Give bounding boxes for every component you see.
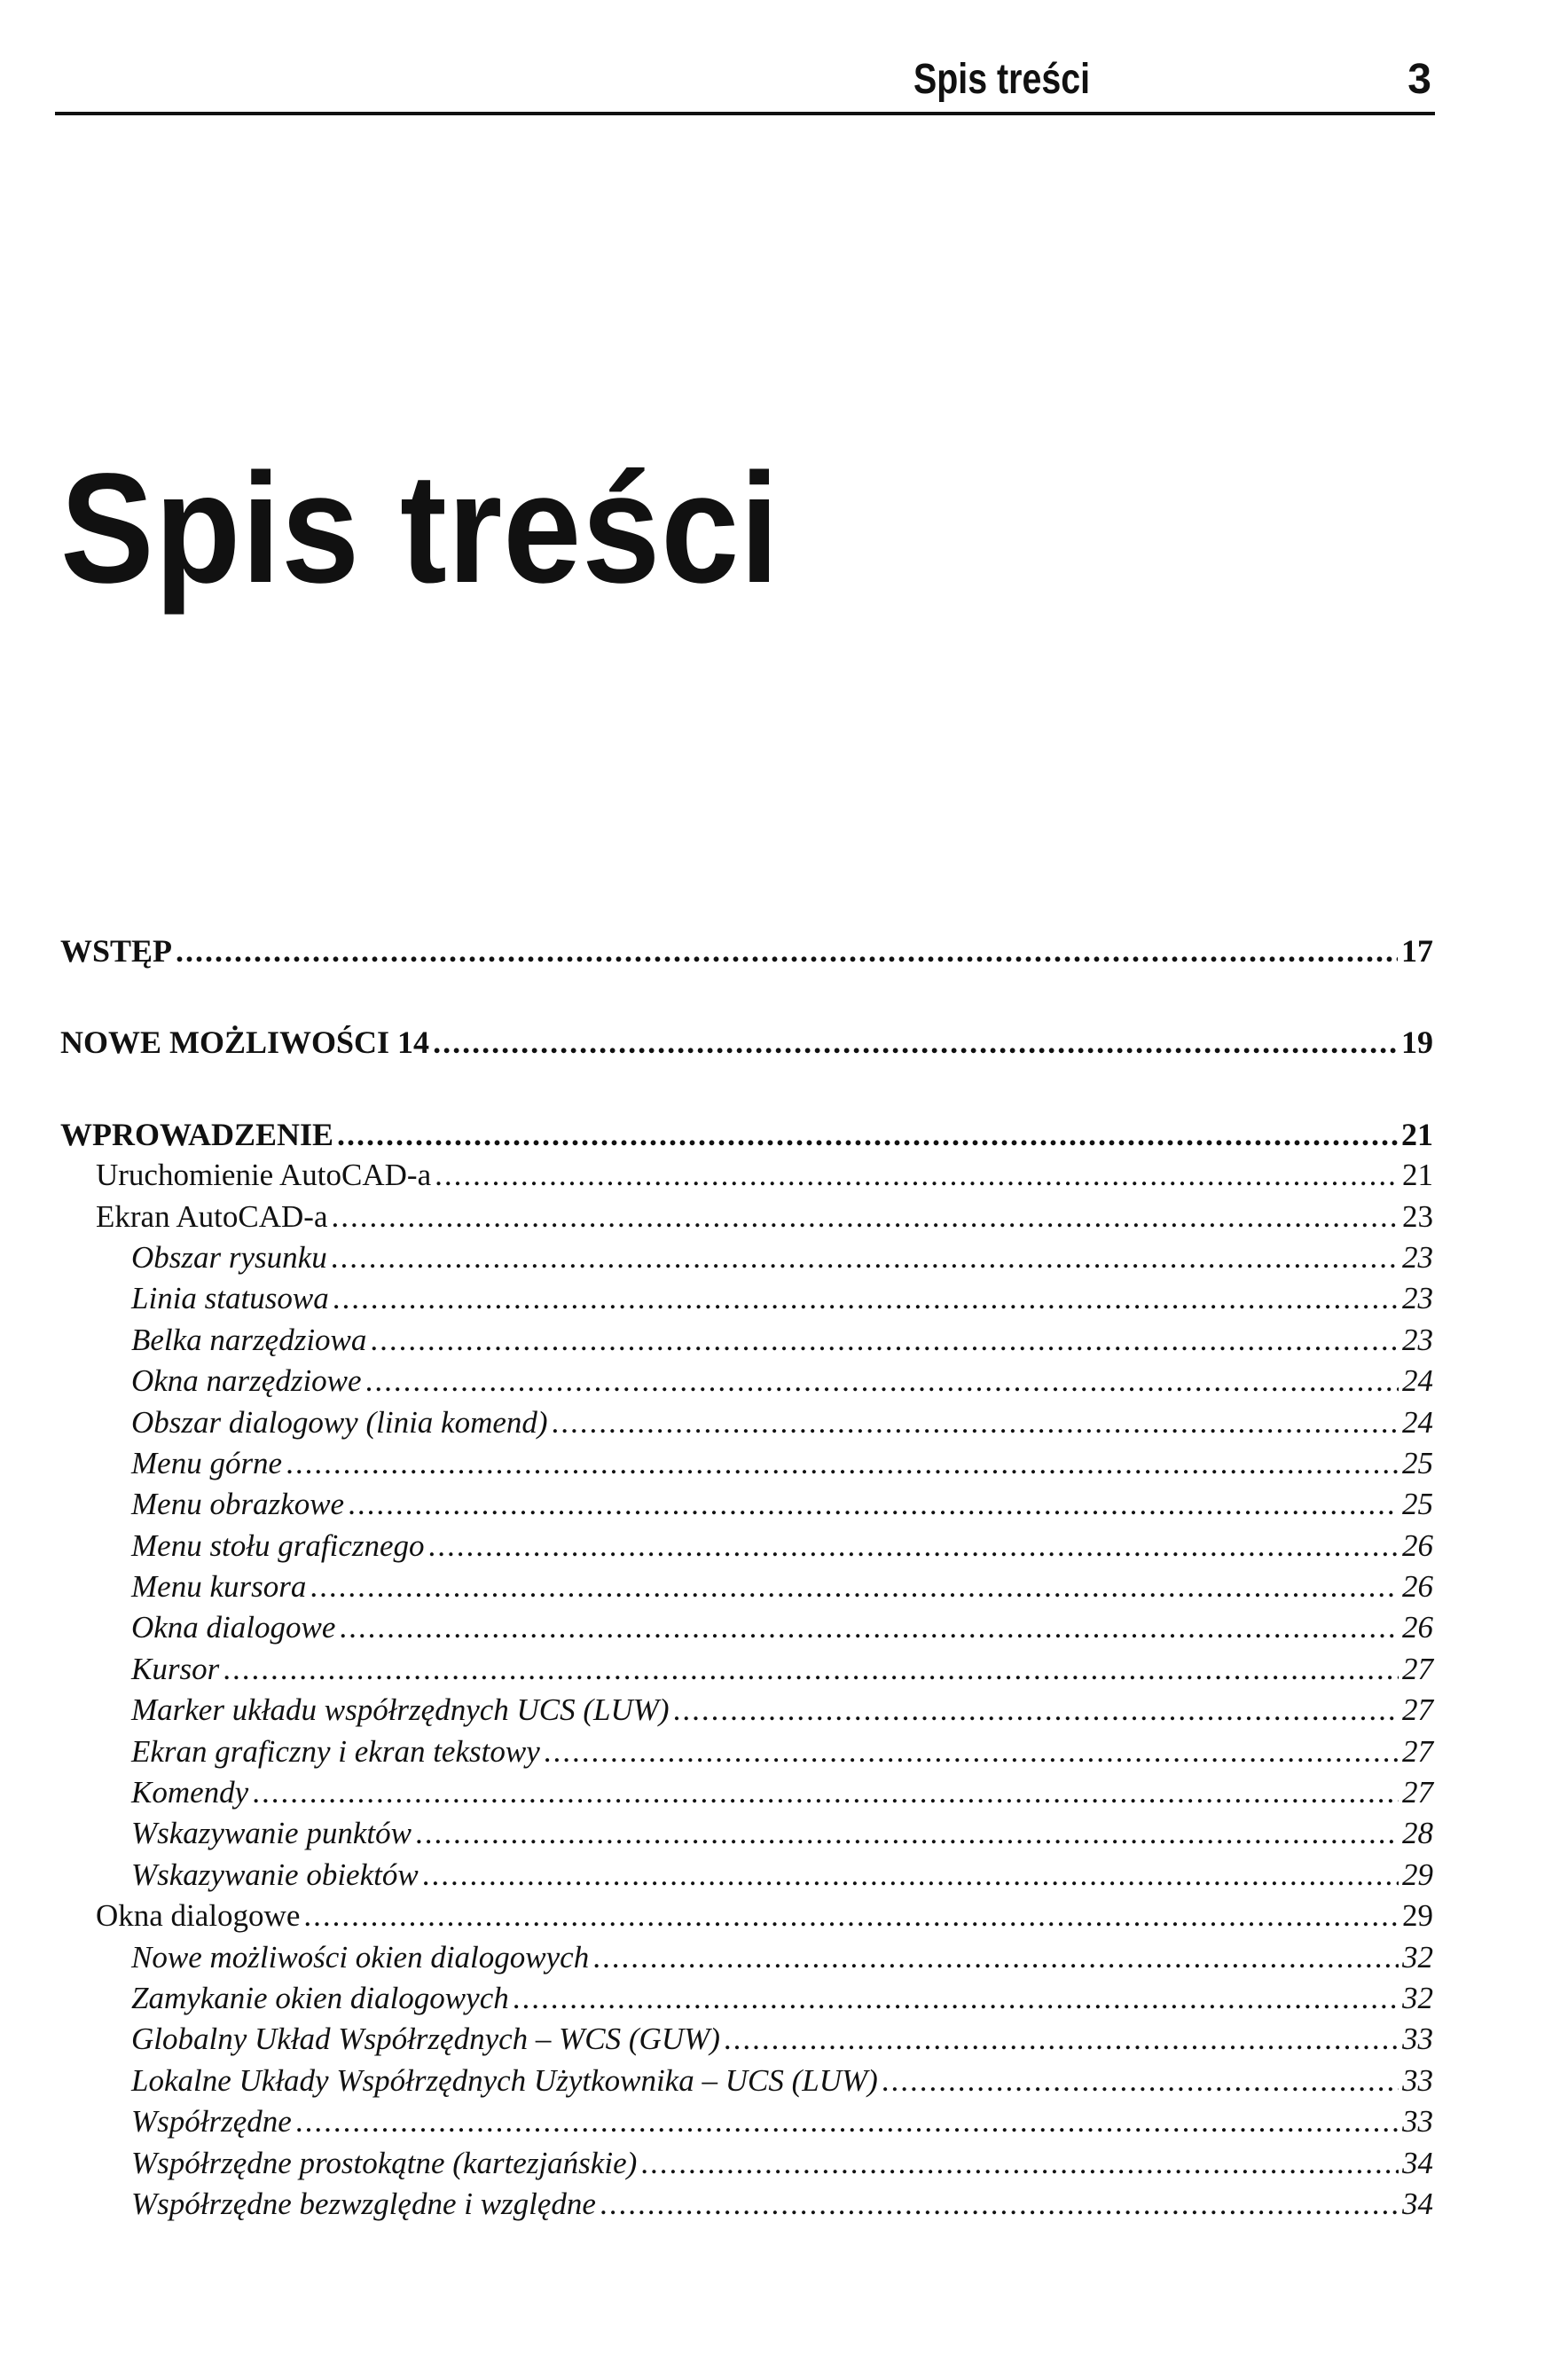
toc-entry [60, 2184, 1433, 2225]
toc-dot-leader [673, 1690, 1399, 1731]
toc-entry-page-number: 32 [1402, 1939, 1433, 1975]
toc-entry-title: Menu stołu graficznego [131, 1527, 425, 1563]
toc-entry-page-number: 33 [1402, 2062, 1433, 2098]
toc-entry [60, 1772, 1433, 1813]
toc-entry [60, 1855, 1433, 1896]
page-title: Spis treści [60, 442, 780, 616]
toc-entry-title: Ekran graficzny i ekran tekstowy [131, 1733, 540, 1769]
toc-entry [60, 1937, 1433, 1978]
toc-dot-leader [882, 2061, 1399, 2101]
toc-dot-leader [640, 2143, 1399, 2184]
toc-entry-title: Obszar dialogowy (linia komend) [131, 1404, 548, 1440]
toc-entry-title: WPROWADZENIE [60, 1116, 334, 1152]
toc-entry-page-number: 29 [1402, 1857, 1433, 1892]
toc-entry-page-number: 25 [1402, 1487, 1433, 1522]
toc-entry-page-number: 24 [1402, 1363, 1433, 1399]
toc-entry-title: Globalny Układ Współrzędnych – WCS (GUW) [131, 2022, 720, 2057]
toc-dot-leader [435, 1155, 1399, 1196]
toc-entry-title: Okna dialogowe [131, 1610, 336, 1645]
toc-entry-page-number: 27 [1402, 1733, 1433, 1769]
toc-entry [60, 1566, 1433, 1607]
toc-entry-page-number: 32 [1402, 1980, 1433, 2015]
toc-entry [60, 2061, 1433, 2101]
toc-dot-leader [303, 1896, 1399, 1936]
toc-entry-title: Współrzędne bezwzględne i względne [131, 2186, 596, 2221]
toc-entry [60, 1690, 1433, 1731]
toc-dot-leader [428, 1526, 1399, 1566]
toc-dot-leader [310, 1566, 1399, 1607]
toc-entry-page-number: 21 [1401, 1116, 1433, 1152]
toc-dot-leader [331, 1237, 1399, 1278]
toc-entry [60, 1022, 1433, 1063]
toc-entry-title: Uruchomienie AutoCAD-a [96, 1158, 432, 1193]
toc-entry-title: Komendy [131, 1775, 249, 1810]
toc-dot-leader [552, 1402, 1399, 1443]
toc-dot-leader [433, 1022, 1398, 1063]
toc-entry-page-number: 24 [1402, 1404, 1433, 1440]
toc-dot-leader [724, 2019, 1399, 2060]
toc-entry [60, 2101, 1433, 2142]
toc-entry [60, 930, 1433, 971]
toc-entry-title: Menu kursora [131, 1569, 307, 1605]
toc-entry [60, 1278, 1433, 1319]
running-header [55, 53, 1435, 115]
toc-dot-leader [295, 2101, 1399, 2142]
toc-entry [60, 1197, 1433, 1237]
toc-dot-leader [252, 1772, 1399, 1813]
toc-entry-title: Zamykanie okien dialogowych [131, 1980, 509, 2015]
toc-entry-page-number: 21 [1402, 1158, 1433, 1193]
toc-dot-leader [365, 1361, 1399, 1401]
toc-dot-leader [592, 1937, 1399, 1978]
toc-entry [60, 1731, 1433, 1772]
toc-entry-page-number: 23 [1402, 1239, 1433, 1275]
toc-dot-leader [513, 1978, 1399, 2019]
toc-dot-leader [223, 1649, 1399, 1690]
toc-entry-title: Okna narzędziowe [131, 1363, 362, 1399]
toc-dot-leader [415, 1813, 1399, 1854]
toc-dot-leader [600, 2184, 1399, 2225]
toc-entry-page-number: 23 [1402, 1322, 1433, 1357]
toc-entry [60, 1607, 1433, 1648]
toc-entry-title: Wskazywanie punktów [131, 1816, 412, 1851]
toc-entry [60, 1896, 1433, 1936]
toc-dot-leader [337, 1114, 1398, 1155]
table-of-contents [60, 930, 1433, 2225]
toc-entry-title: Linia statusowa [131, 1281, 329, 1316]
toc-entry [60, 1402, 1433, 1443]
toc-entry-page-number: 34 [1402, 2145, 1433, 2180]
toc-dot-leader [176, 930, 1398, 971]
toc-entry [60, 1813, 1433, 1854]
toc-entry-page-number: 26 [1402, 1527, 1433, 1563]
toc-entry-page-number: 17 [1401, 933, 1433, 969]
toc-entry-page-number: 26 [1402, 1569, 1433, 1605]
toc-entry-page-number: 19 [1401, 1025, 1433, 1061]
toc-entry-title: Menu obrazkowe [131, 1487, 345, 1522]
toc-dot-leader [422, 1855, 1399, 1896]
toc-entry-title: Nowe możliwości okien dialogowych [131, 1939, 590, 1975]
toc-entry [60, 1526, 1433, 1566]
toc-entry [60, 1320, 1433, 1361]
toc-entry-title: Współrzędne [131, 2104, 292, 2140]
toc-entry-page-number: 33 [1402, 2104, 1433, 2140]
toc-entry [60, 1237, 1433, 1278]
toc-entry-title: NOWE MOŻLIWOŚCI 14 [60, 1025, 430, 1061]
toc-entry-title: Ekran AutoCAD-a [96, 1198, 328, 1234]
running-header-title: Spis treści [913, 56, 1091, 103]
toc-dot-leader [348, 1484, 1399, 1525]
running-header-page-number: 3 [1407, 56, 1431, 103]
toc-entry-title: Belka narzędziowa [131, 1322, 367, 1357]
toc-entry [60, 1649, 1433, 1690]
toc-entry-title: Marker układu współrzędnych UCS (LUW) [131, 1692, 670, 1728]
toc-entry-page-number: 28 [1402, 1816, 1433, 1851]
toc-entry [60, 1114, 1433, 1155]
toc-entry-title: Kursor [131, 1651, 220, 1686]
toc-entry-page-number: 29 [1402, 1898, 1433, 1934]
toc-dot-leader [286, 1443, 1399, 1484]
toc-entry-page-number: 27 [1402, 1651, 1433, 1686]
toc-entry [60, 1443, 1433, 1484]
toc-dot-leader [544, 1731, 1399, 1772]
toc-entry-page-number: 27 [1402, 1692, 1433, 1728]
toc-dot-leader [339, 1607, 1399, 1648]
toc-entry-page-number: 26 [1402, 1610, 1433, 1645]
toc-entry [60, 1155, 1433, 1196]
toc-entry-page-number: 25 [1402, 1445, 1433, 1480]
toc-entry [60, 2019, 1433, 2060]
toc-entry [60, 1978, 1433, 2019]
toc-dot-leader [333, 1278, 1399, 1319]
toc-entry-title: Okna dialogowe [96, 1898, 301, 1934]
toc-entry-title: Wskazywanie obiektów [131, 1857, 419, 1892]
toc-entry-page-number: 27 [1402, 1775, 1433, 1810]
toc-entry-title: Współrzędne prostokątne (kartezjańskie) [131, 2145, 638, 2180]
toc-entry-page-number: 33 [1402, 2022, 1433, 2057]
toc-entry [60, 1484, 1433, 1525]
toc-entry-title: Menu górne [131, 1445, 283, 1480]
toc-entry-page-number: 23 [1402, 1281, 1433, 1316]
toc-dot-leader [331, 1197, 1399, 1237]
toc-entry-title: WSTĘP [60, 933, 173, 969]
toc-entry-page-number: 23 [1402, 1198, 1433, 1234]
toc-entry [60, 2143, 1433, 2184]
toc-dot-leader [370, 1320, 1399, 1361]
toc-entry-page-number: 34 [1402, 2186, 1433, 2221]
toc-entry-title: Obszar rysunku [131, 1239, 327, 1275]
toc-entry [60, 1361, 1433, 1401]
toc-entry-title: Lokalne Układy Współrzędnych Użytkownika – UCS (LUW) [131, 2062, 878, 2098]
